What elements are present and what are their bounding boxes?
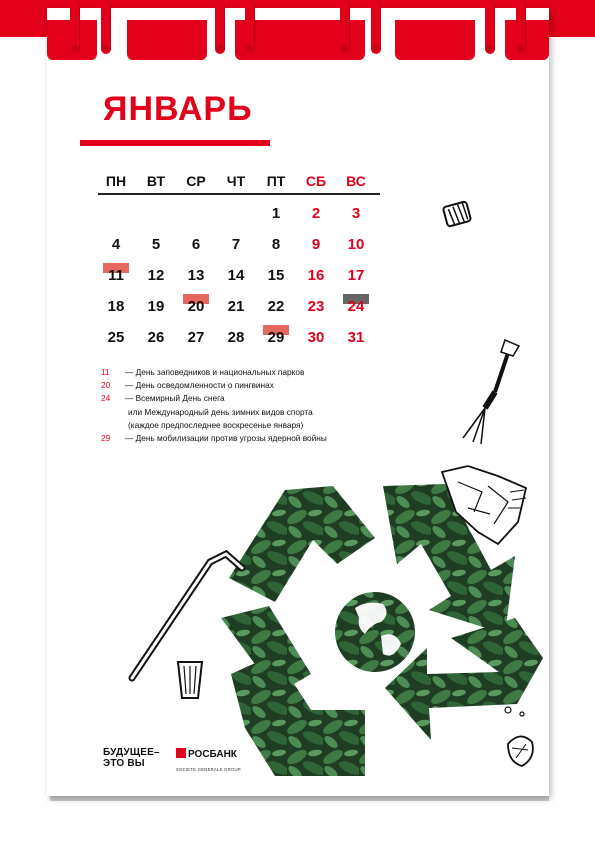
event-description: День заповедников и национальных парков	[135, 367, 305, 377]
calendar-day: 18	[107, 298, 125, 315]
event-item	[101, 379, 327, 392]
logo-slogan-line1: БУДУЩЕЕ–	[103, 747, 160, 758]
weekday-label: СР	[186, 173, 206, 189]
calendar-day: 24	[347, 298, 365, 315]
calendar-day: 23	[307, 298, 325, 315]
calendar-day: 19	[147, 298, 165, 315]
calendar-day: 27	[187, 329, 205, 346]
binding-ring	[215, 0, 225, 54]
calendar-day: 22	[267, 298, 285, 315]
calendar-day: 11	[108, 267, 124, 284]
plastic-cup-icon	[175, 658, 205, 700]
event-dash: —	[125, 433, 136, 444]
event-description: Всемирный День снега	[135, 393, 225, 404]
calendar-day: 25	[107, 329, 125, 346]
recycle-arrow-top-left	[229, 486, 375, 602]
calendar-day: 7	[231, 236, 241, 253]
events-list	[101, 366, 327, 445]
event-description: День мобилизации против угрозы ядерной войны	[135, 433, 327, 444]
rosbank-logo-mark	[176, 748, 186, 758]
paintbrush-icon	[455, 338, 525, 448]
event-dash: —	[125, 380, 136, 391]
event-date: 29	[101, 433, 111, 444]
binding-ring	[101, 0, 111, 54]
event-date: 20	[101, 380, 111, 391]
calendar-day: 21	[227, 298, 245, 315]
event-item	[101, 432, 327, 445]
paper-ball-icon	[500, 700, 540, 776]
event-description: День осведомленности о пингвинах	[135, 380, 274, 391]
calendar-day: 12	[147, 267, 165, 284]
calendar-day: 31	[347, 329, 365, 346]
binding-ring	[70, 0, 80, 54]
weekday-label: ЧТ	[226, 173, 246, 189]
crumpled-wrapper-icon	[438, 462, 530, 552]
calendar-day: 17	[347, 267, 365, 284]
calendar-day: 13	[187, 267, 205, 284]
rosbank-logo-text: РОСБАНК	[188, 749, 237, 760]
calendar-day: 16	[307, 267, 325, 284]
weekday-label: ВС	[346, 173, 366, 189]
calendar-day: 10	[347, 236, 365, 253]
event-description: (каждое предпоследнее воскресенье января)	[128, 419, 304, 430]
binding-ring	[245, 0, 255, 54]
binding-tab	[505, 20, 549, 60]
calendar-day: 3	[351, 205, 361, 222]
calendar-day: 30	[307, 329, 325, 346]
bottle-cap-icon	[442, 198, 474, 232]
event-item	[101, 366, 327, 379]
event-date: 24	[101, 393, 111, 404]
weekday-label: ПН	[105, 173, 127, 189]
event-item	[101, 406, 327, 419]
event-item	[101, 419, 327, 432]
weekday-label: ПТ	[266, 173, 286, 189]
calendar-day: 4	[111, 236, 121, 253]
binding-ring	[516, 0, 526, 54]
rosbank-logo-subtitle: SOCIETE GENERALE GROUP	[176, 767, 241, 772]
calendar-day: 29	[267, 329, 285, 346]
logo-slogan	[103, 747, 160, 769]
calendar-day: 15	[267, 267, 285, 284]
binding-tab	[127, 20, 207, 60]
month-title: ЯНВАРЬ	[103, 90, 253, 128]
calendar-day: 6	[191, 236, 201, 253]
event-date: 11	[101, 367, 110, 377]
weekday-label: СБ	[305, 173, 327, 189]
title-underline	[80, 140, 270, 146]
calendar-day: 14	[227, 267, 245, 284]
binding-tab	[395, 20, 475, 60]
calendar-day: 26	[147, 329, 165, 346]
event-item	[101, 392, 327, 405]
binding-ring	[485, 0, 495, 54]
logo-slogan-line2: ЭТО ВЫ	[103, 758, 145, 769]
binding-ring	[340, 0, 350, 54]
event-description: или Международный день зимних видов спорта	[128, 406, 313, 417]
event-dash: —	[125, 393, 136, 404]
weekday-divider	[98, 193, 380, 195]
calendar-day: 28	[227, 329, 245, 346]
calendar-day: 20	[187, 298, 205, 315]
calendar-day: 2	[311, 205, 321, 222]
event-dash: —	[125, 367, 136, 377]
calendar-day: 1	[271, 205, 281, 222]
calendar-day: 5	[151, 236, 161, 253]
binding-ring	[371, 0, 381, 54]
calendar-day: 8	[271, 236, 281, 253]
weekday-label: ВТ	[146, 173, 166, 189]
calendar-day: 9	[311, 236, 321, 253]
